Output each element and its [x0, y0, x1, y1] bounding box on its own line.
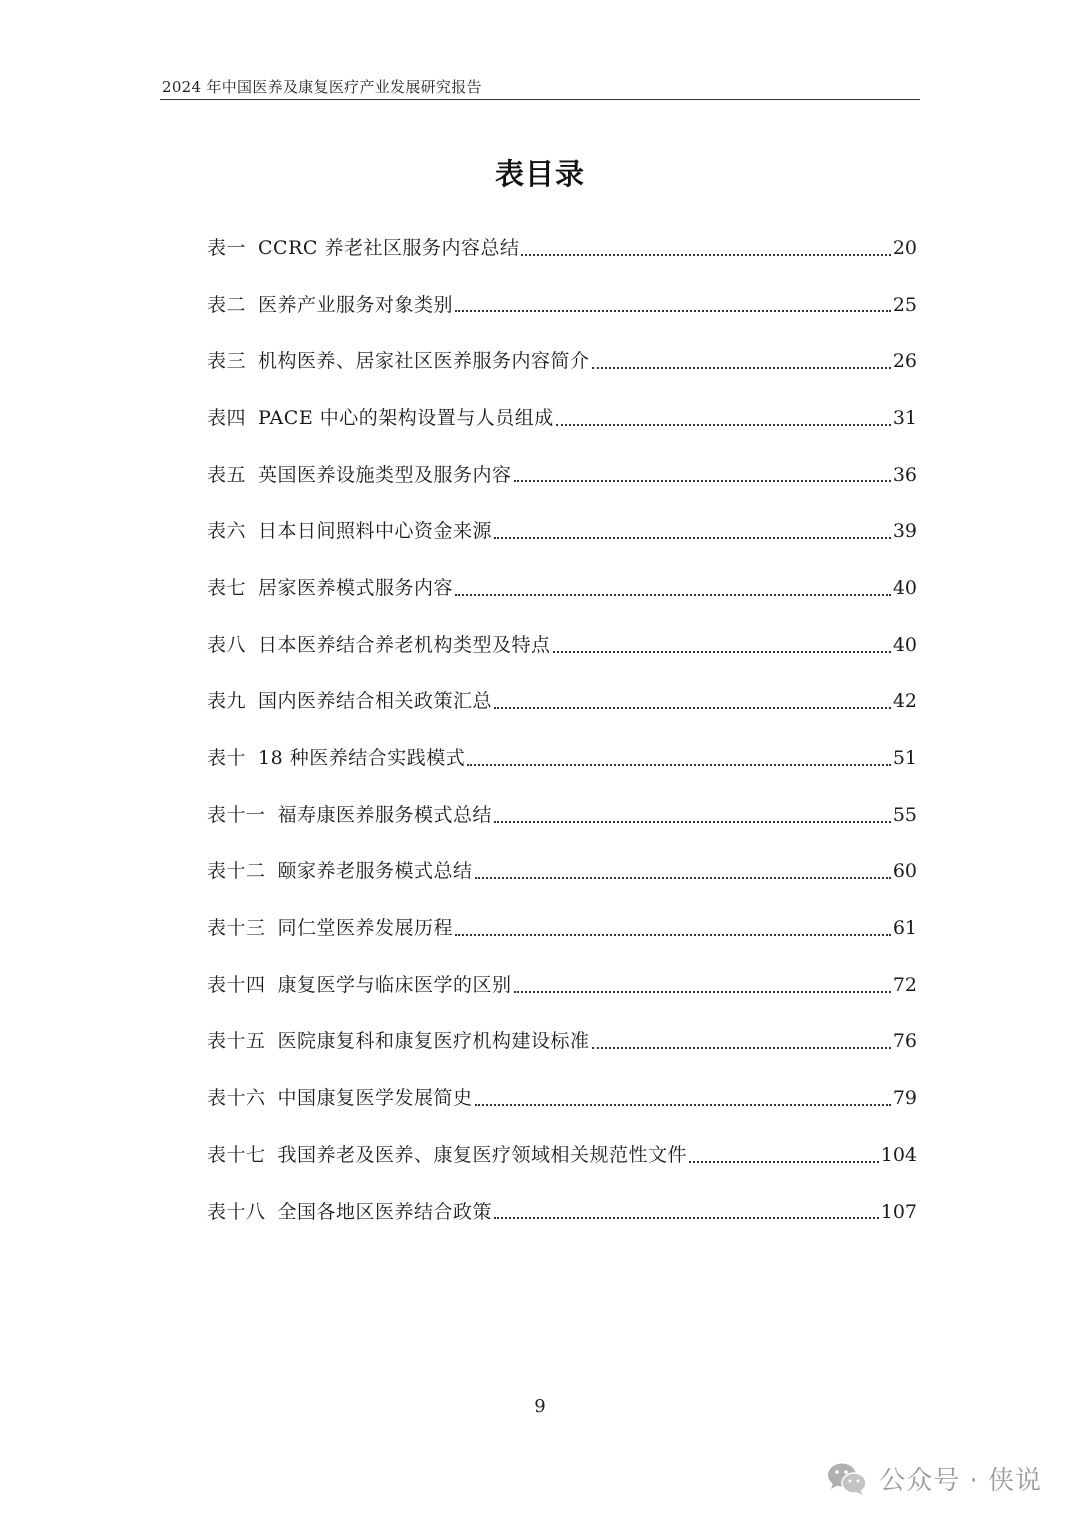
toc-dot-leader — [494, 1217, 879, 1219]
wechat-icon — [827, 1462, 867, 1496]
toc-entry-title: 我国养老及医养、康复医疗领域相关规范性文件 — [277, 1143, 688, 1166]
toc-entry[interactable] — [207, 447, 917, 504]
toc-entry-label: 表五 — [207, 463, 247, 486]
toc-dot-leader — [494, 821, 891, 823]
toc-dot-leader — [521, 254, 890, 256]
toc-dot-leader — [514, 991, 891, 993]
toc-entry-page: 40 — [892, 633, 917, 656]
toc-entry-title: PACE 中心的架构设置与人员组成 — [258, 406, 554, 429]
page-title: 表目录 — [494, 157, 585, 191]
table-of-contents — [207, 220, 917, 1240]
toc-entry-page: 39 — [892, 520, 917, 543]
watermark-text: 公众号 · 侠说 — [879, 1466, 1042, 1496]
toc-entry-label: 表十六 — [207, 1087, 266, 1110]
toc-entry[interactable] — [207, 1070, 917, 1127]
toc-entry-title: 康复医学与临床医学的区别 — [277, 973, 512, 996]
toc-dot-leader — [592, 1047, 891, 1049]
running-header: 2024 年中国医养及康复医疗产业发展研究报告 — [162, 78, 482, 96]
toc-entry-title: 英国医养设施类型及服务内容 — [258, 463, 512, 486]
toc-dot-leader — [455, 934, 891, 936]
toc-entry-label: 表二 — [207, 293, 247, 316]
toc-entry-label: 表十五 — [207, 1030, 266, 1053]
toc-entry[interactable] — [207, 390, 917, 447]
toc-entry-label: 表十一 — [207, 803, 266, 826]
toc-entry[interactable] — [207, 674, 917, 731]
toc-dot-leader — [455, 594, 891, 596]
toc-dot-leader — [592, 367, 891, 369]
toc-entry-title: 18 种医养结合实践模式 — [258, 747, 466, 770]
toc-entry-page: 20 — [892, 236, 917, 259]
toc-dot-leader — [494, 707, 891, 709]
toc-entry[interactable] — [207, 333, 917, 390]
toc-entry[interactable] — [207, 957, 917, 1014]
toc-entry[interactable] — [207, 277, 917, 334]
toc-dot-leader — [514, 480, 891, 482]
toc-entry-title: 颐家养老服务模式总结 — [277, 860, 473, 883]
toc-entry-title: 日本日间照料中心资金来源 — [258, 520, 493, 543]
toc-entry-title: 居家医养模式服务内容 — [258, 576, 454, 599]
page-number: 9 — [534, 1396, 546, 1417]
toc-entry-label: 表一 — [207, 236, 247, 259]
toc-entry[interactable] — [207, 1127, 917, 1184]
toc-entry-title: 日本医养结合养老机构类型及特点 — [258, 633, 551, 656]
toc-entry-page: 42 — [892, 690, 917, 713]
toc-entry-label: 表七 — [207, 576, 247, 599]
toc-entry-title: 国内医养结合相关政策汇总 — [258, 690, 493, 713]
toc-dot-leader — [553, 651, 891, 653]
toc-entry-page: 61 — [892, 917, 917, 940]
toc-entry[interactable] — [207, 787, 917, 844]
toc-entry-page: 79 — [892, 1087, 917, 1110]
header-rule — [160, 99, 920, 100]
toc-entry-page: 55 — [892, 803, 917, 826]
toc-entry-page: 51 — [892, 747, 917, 770]
toc-entry-page: 26 — [892, 350, 917, 373]
toc-entry-label: 表十二 — [207, 860, 266, 883]
toc-dot-leader — [467, 764, 891, 766]
toc-entry-title: 医养产业服务对象类别 — [258, 293, 454, 316]
toc-entry[interactable] — [207, 900, 917, 957]
toc-entry-page: 107 — [880, 1200, 917, 1223]
toc-entry[interactable] — [207, 844, 917, 901]
toc-entry-title: CCRC 养老社区服务内容总结 — [258, 236, 520, 259]
toc-entry[interactable] — [207, 1014, 917, 1071]
toc-entry-label: 表十三 — [207, 917, 266, 940]
toc-entry-page: 36 — [892, 463, 917, 486]
toc-entry-page: 40 — [892, 576, 917, 599]
toc-dot-leader — [689, 1161, 879, 1163]
toc-dot-leader — [494, 537, 891, 539]
toc-entry-label: 表四 — [207, 406, 247, 429]
toc-entry-label: 表六 — [207, 520, 247, 543]
toc-entry[interactable] — [207, 503, 917, 560]
toc-entry-page: 72 — [892, 973, 917, 996]
toc-dot-leader — [455, 310, 891, 312]
toc-entry-page: 31 — [892, 406, 917, 429]
toc-entry[interactable] — [207, 560, 917, 617]
toc-entry-label: 表十 — [207, 747, 247, 770]
toc-entry-page: 25 — [892, 293, 917, 316]
toc-entry[interactable] — [207, 730, 917, 787]
toc-dot-leader — [475, 1104, 891, 1106]
toc-entry-label: 表十四 — [207, 973, 266, 996]
watermark — [827, 1460, 1042, 1497]
toc-entry-page: 60 — [892, 860, 917, 883]
toc-entry-title: 机构医养、居家社区医养服务内容简介 — [258, 350, 590, 373]
toc-entry-page: 104 — [880, 1143, 917, 1166]
toc-dot-leader — [556, 424, 891, 426]
toc-entry-label: 表三 — [207, 350, 247, 373]
toc-entry-label: 表十七 — [207, 1143, 266, 1166]
toc-entry[interactable] — [207, 220, 917, 277]
toc-entry-title: 医院康复科和康复医疗机构建设标准 — [277, 1030, 590, 1053]
toc-entry[interactable] — [207, 617, 917, 674]
toc-entry-title: 同仁堂医养发展历程 — [277, 917, 454, 940]
toc-entry-label: 表九 — [207, 690, 247, 713]
toc-entry-title: 中国康复医学发展简史 — [277, 1087, 473, 1110]
toc-entry-page: 76 — [892, 1030, 917, 1053]
toc-entry-label: 表十八 — [207, 1200, 266, 1223]
toc-entry-title: 福寿康医养服务模式总结 — [277, 803, 493, 826]
toc-entry[interactable] — [207, 1184, 917, 1241]
toc-entry-title: 全国各地区医养结合政策 — [277, 1200, 493, 1223]
toc-entry-label: 表八 — [207, 633, 247, 656]
toc-dot-leader — [475, 877, 891, 879]
